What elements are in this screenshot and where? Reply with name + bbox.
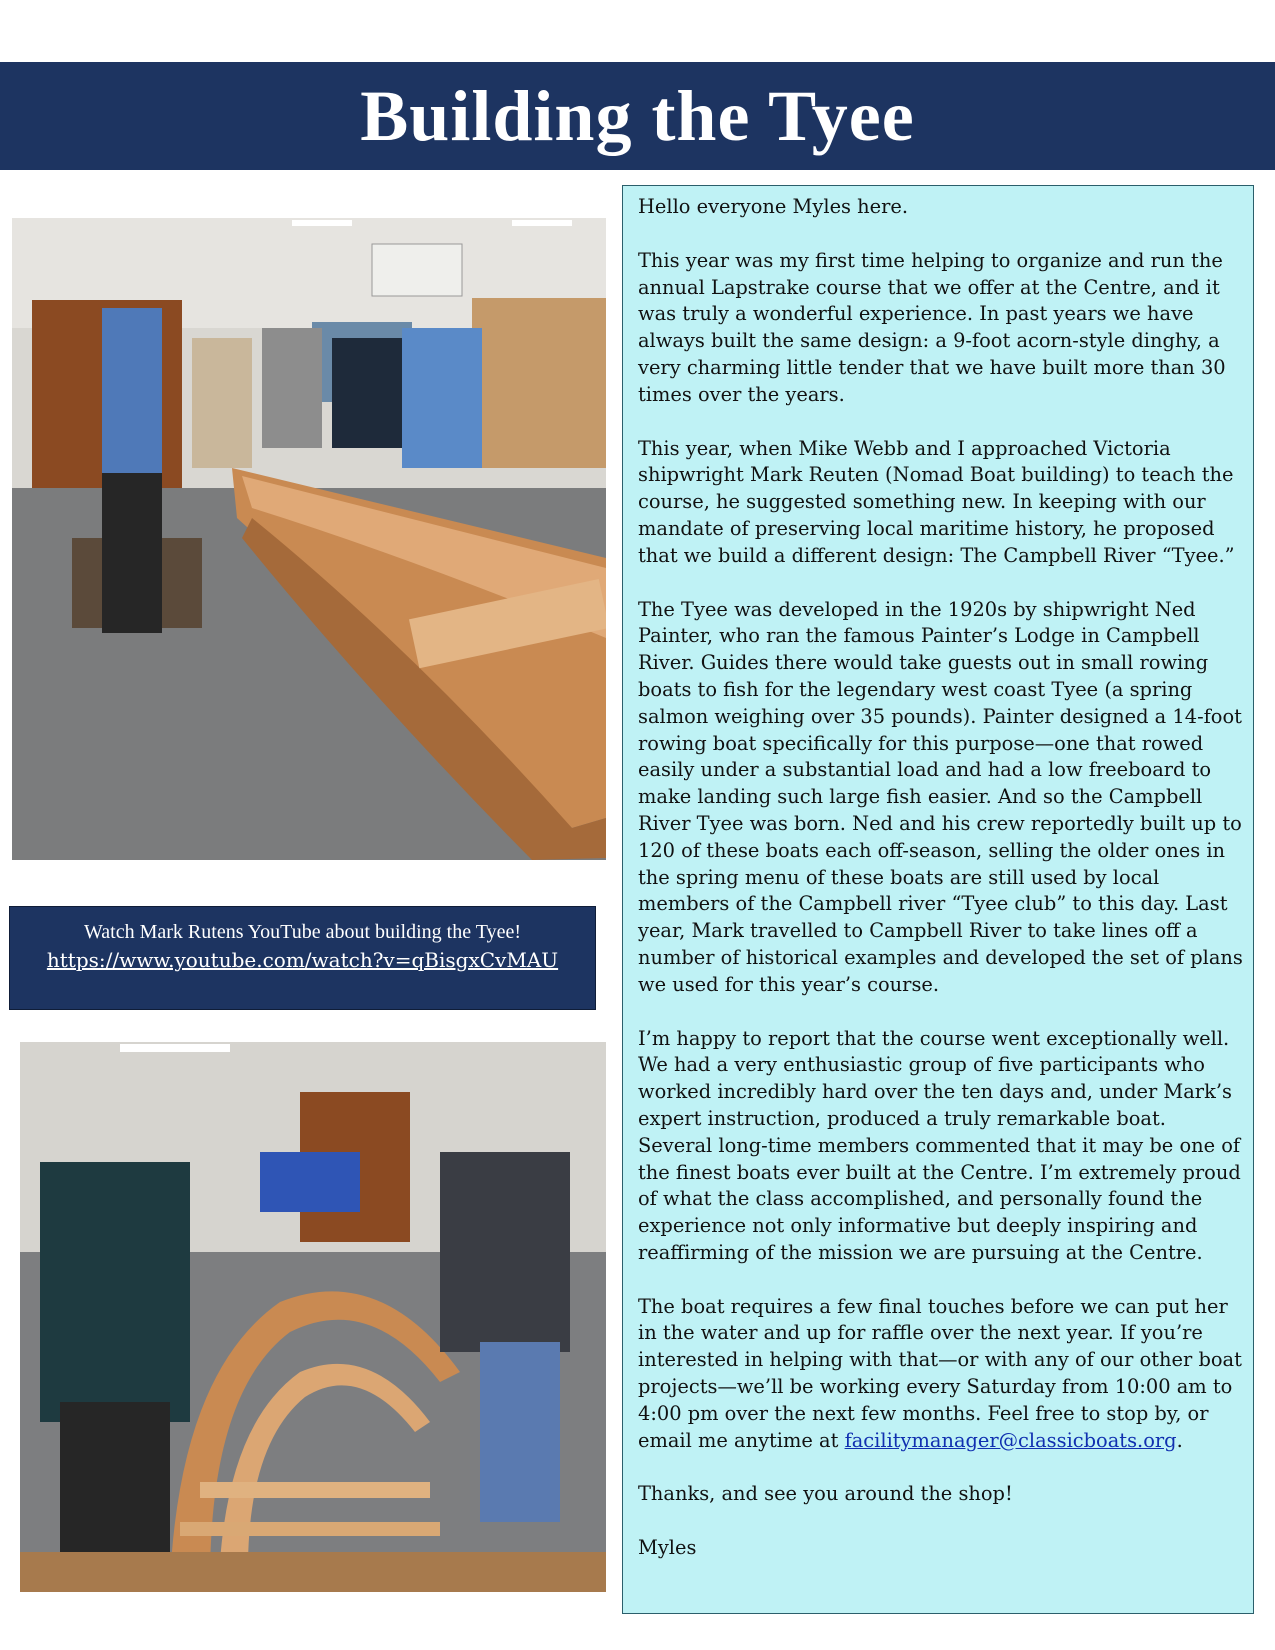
letter-signature: Myles xyxy=(638,1536,697,1560)
photo-crew-with-boat xyxy=(12,218,606,860)
photo-planing-boat-frames xyxy=(20,1042,606,1592)
letter-paragraph-2: This year, when Mike Webb and I approached Victoria shipwright Mark Reuten (Nomad Boat building) to teach the course, he suggested something new. In keeping with our mandate of preserving local maritime history, he proposed that we build a different design: The Campbell River “Tyee.” xyxy=(638,436,1235,567)
letter-greeting: Hello everyone Myles here. xyxy=(638,195,909,218)
page-title: Building the Tyee xyxy=(360,76,915,156)
letter-paragraph-3: The Tyee was developed in the 1920s by shipwright Ned Painter, who ran the famous Painter’s Lodge in Campbell River. Guides there would take guests out in small rowing boats to fish for the legendary west coast Tyee (a spring salmon weighing over 35 pounds). Painter designed a 14-foot rowing boat specifically for this purpose—one that rowed easily under a substantial load and had a low freeboard to make landing such large fish easier. And so the Campbell River Tyee was born. Ned and his crew reportedly built up to 120 of these boats each off-season, selling the older ones in the spring menu of these boats are still used by local members of the Campbell river “Tyee club” to this day. Last year, Mark travelled to Campbell River to take lines off a number of historical examples and developed the set of plans we used for this year’s course. xyxy=(638,597,1243,996)
youtube-link[interactable]: https://www.youtube.com/watch?v=qBisgxCvMAU xyxy=(46,948,559,972)
video-link-box xyxy=(9,906,596,1010)
letter-paragraph-5 xyxy=(638,1294,1243,1455)
letter-paragraph-5-text: The boat requires a few final touches before we can put her in the water and up for raffle over the next year. If you’re interested in helping with that—or with any of our other boat projects—we’ll be working every Saturday from 10:00 am to 4:00 pm over the next few months. Feel free to stop by, or email me anytime at xyxy=(638,1294,1242,1452)
email-link[interactable]: facilitymanager@classicboats.org xyxy=(844,1428,1177,1452)
header-banner xyxy=(0,62,1275,170)
letter-paragraph-5-end: . xyxy=(1176,1428,1183,1452)
letter-paragraph-1: This year was my first time helping to organize and run the annual Lapstrake course that we offer at the Centre, and it was truly a wonderful experience. In past years we have always built the same design: a 9-foot acorn-style dinghy, a very charming little tender that we have built more than 30 times over the years. xyxy=(638,248,1226,406)
letter-closing: Thanks, and see you around the shop! xyxy=(638,1482,1013,1506)
letter-paragraph-4: I’m happy to report that the course went exceptionally well. We had a very enthusiastic group of five participants who worked incredibly hard over the ten days and, under Mark’s expert instruction, produced a truly remarkable boat. Several long-time members commented that it may be one of the finest boats ever built at the Centre. I’m extremely proud of what the class accomplished, and personally found the experience not only informative but deeply inspiring and reaffirming of the mission we are pursuing at the Centre. xyxy=(638,1026,1241,1264)
letter-panel xyxy=(622,185,1254,1614)
video-lead-text: Watch Mark Rutens YouTube about building the Tyee! xyxy=(84,921,521,943)
